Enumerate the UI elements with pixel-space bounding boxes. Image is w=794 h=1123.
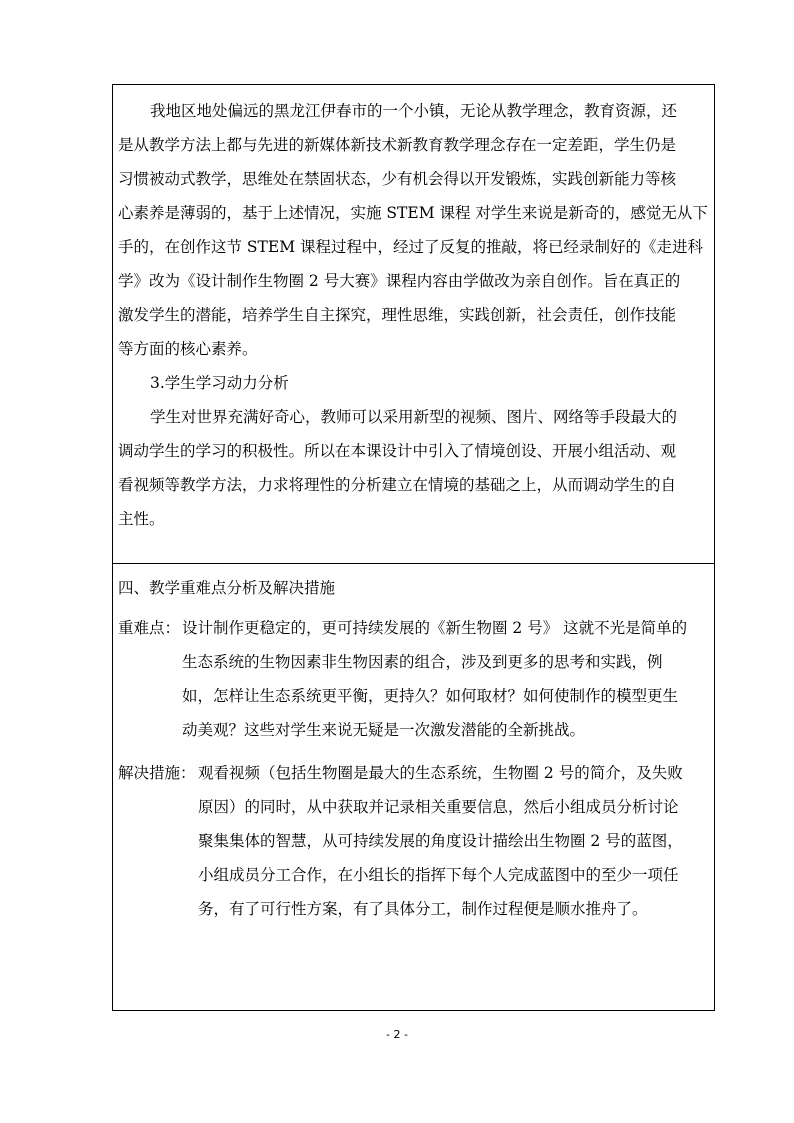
para-line: 主性。 [118,510,165,528]
para-line: 手的，在创作这节 STEM 课程过程中，经过了反复的推敲，将已经录制好的《走进科 [118,238,703,256]
para-line: 是从教学方法上都与先进的新媒体新技术新教育教学理念存在一定差距，学生仍是 [118,136,677,154]
measures-line: 务，有了可行性方案，有了具体分工，制作过程便是顺水推舟了。 [198,900,648,918]
para-line: 学生对世界充满好奇心，教师可以采用新型的视频、图片、网络等手段最大的 [150,408,678,426]
para-line: 激发学生的潜能，培养学生自主探究，理性思维，实践创新，社会责任，创作技能 [118,306,677,324]
difficulty-label: 重难点： [118,619,181,637]
subsection-heading: 3.学生学习动力分析 [150,374,289,392]
measures-line: 原因）的同时，从中获取并记录相关重要信息，然后小组成员分析讨论 [198,798,679,816]
section-heading: 四、教学重难点分析及解决措施 [118,579,336,597]
para-line: 调动学生的学习的积极性。所以在本课设计中引入了情境创设、开展小组活动、观 [118,442,677,460]
page-number: - 2 - [386,1028,408,1041]
row-divider [112,563,715,564]
measures-line: 观看视频（包括生物圈是最大的生态系统，生物圈 2 号的简介，及失败 [198,764,683,782]
para-line: 等方面的核心素养。 [118,340,258,358]
measures-line: 聚集集体的智慧，从可持续发展的角度设计描绘出生物圈 2 号的蓝图， [198,832,683,850]
difficulty-line: 设计制作更稳定的，更可持续发展的《新生物圈 2 号》 这就不光是简单的 [182,619,688,637]
para-line: 习惯被动式教学，思维处在禁固状态，少有机会得以开发锻炼，实践创新能力等核 [118,170,677,188]
difficulty-line: 动美观？这些对学生来说无疑是一次激发潜能的全新挑战。 [182,721,586,739]
para-line: 我地区地处偏远的黑龙江伊春市的一个小镇，无论从教学理念，教育资源，还 [150,102,678,120]
para-line: 看视频等教学方法，力求将理性的分析建立在情境的基础之上，从而调动学生的自 [118,476,677,494]
measures-line: 小组成员分工合作，在小组长的指挥下每个人完成蓝图中的至少一项任 [198,866,679,884]
difficulty-line: 如，怎样让生态系统更平衡，更持久？如何取材？如何使制作的模型更生 [182,687,679,705]
para-line: 学》改为《设计制作生物圈 2 号大赛》课程内容由学做改为亲自创作。旨在真正的 [118,272,681,290]
para-line: 心素养是薄弱的，基于上述情况，实施 STEM 课程 对学生来说是新奇的，感觉无从下 [118,204,708,222]
measures-label: 解决措施： [118,764,196,782]
difficulty-line: 生态系统的生物因素非生物因素的组合，涉及到更多的思考和实践，例 [182,653,663,671]
